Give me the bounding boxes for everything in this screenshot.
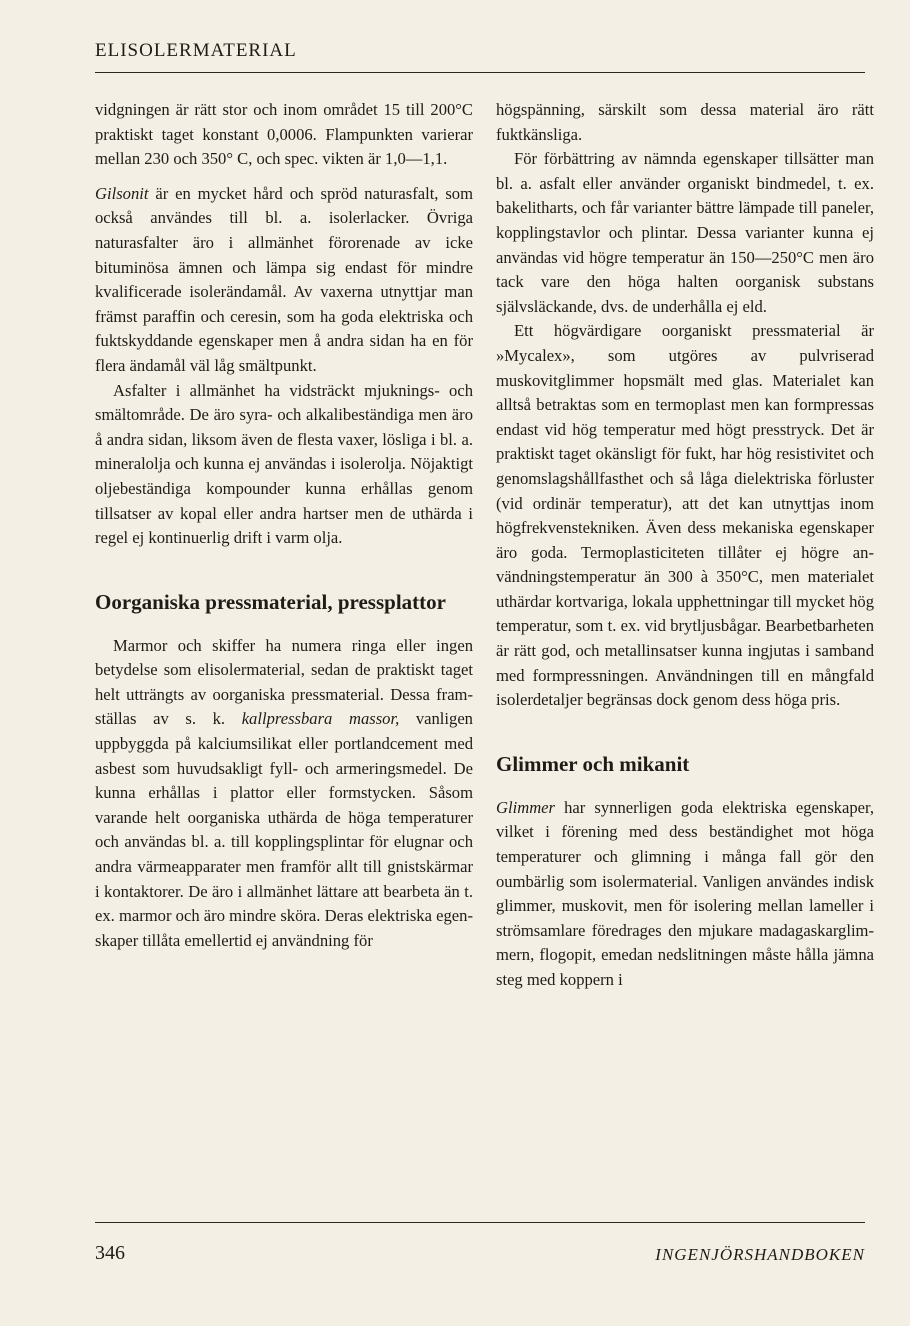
running-header: ELISOLERMATERIAL xyxy=(95,40,297,61)
section-heading: Oorganiska pressmaterial, pressplattor xyxy=(95,589,446,614)
paragraph: Glimmer har synnerligen goda elektriska egenskaper, vilket i förening med dess beständighet mot höga temperaturer och glimning i många fall gör den oumbärlig som isolermaterial. Vanligen användes indisk glimmer, muskovit, men för isolering mellan lameller i strömsamlare föredrages den mjukare madagaskarglimmern, flogopit, emedan nedslitningen måste hålla jämna steg med koppern i xyxy=(496,797,874,989)
paragraph: Marmor och skiffer ha numera ringa eller ingen betydelse som elisolermaterial, sedan de praktiskt taget helt utträngts av oorganiska pressmaterial. Dessa framställas av s. k. kallpressbara massor, vanligen uppbyggda på kalciumsilikat eller portlandcement med asbest som huvudsakligt fyll- och armeringsmedel. De kunna erhållas i plattor eller formstycken. Såsom varande helt oorganiska uthärda de höga temperaturer och användas bl. a. till kopplingsplintar för elugnar och andra värmeapparater men framför allt till gnistskärmar i kontaktorer. De äro i allmänhet lättare att bearbeta än t. ex. marmor och äro mindre sköra. Deras elektriska egenskaper tillåta emellertid ej användning för xyxy=(95,635,473,950)
paragraph: Gilsonit är en mycket hård och spröd naturasfalt, som också användes till bl. a. isolerlacker. Övriga naturasfalter äro i allmänhet förorenade av icke bituminösa ämnen och lämpa sig endast för mindre kvalificerade isolerändamål. Av vaxerna utnyttjar man främst paraffin och ceresin, som ha goda elektriska och fuktskyddande egenskaper men å andra sidan ha en för flera ändamål väl låg smältpunkt. xyxy=(95,183,473,375)
right-column xyxy=(496,98,874,993)
book-title: INGENJÖRSHANDBOKEN xyxy=(655,1245,865,1264)
term: kallpressbara massor, xyxy=(241,709,400,729)
paragraph: högspänning, särskilt som dessa material äro rätt fuktkänsliga. xyxy=(496,100,874,144)
left-column xyxy=(95,98,473,953)
page-number: 346 xyxy=(95,1242,125,1264)
paragraph: Ett högvärdigare oorganiskt pressmaterial är »Mycalex», som utgöres av pulvriserad muskovitglimmer hopsmält med glas. Materialet kan alltså betraktas som en termoplast men kan formpressas endast vid hög temperatur med högt presstryck. Det är praktiskt taget okänsligt för fukt, har hög resistivitet och genomslagshållfasthet och så låga dielektriska förluster (vid ordinär temperatur), att det kan utnyttjas inom högfrekvenstekniken. Även dess mekaniska egenskaper äro goda. Termoplasticiteten tillåter ej högre användningstemperatur än 300 à 350°C, men materialet uthärdar kortvariga, lokala upphettningar till mycket hög temperatur, som t. ex. vid brytljusbågar. Bearbetbarheten är rätt god, och metallinsatser kunna ingjutas i samband med formpressningen. Användningen till en mångfald isolerdetaljer begränsas dock genom dess höga pris. xyxy=(496,321,874,710)
paragraph: Asfalter i allmänhet ha vidsträckt mjuknings- och smältområde. De äro syra- och alkalibeständiga men äro å andra sidan, liksom även de flesta vaxer, lösliga i bl. a. mineralolja och kunna ej användas i isolerolja. Nöjaktigt oljebeständiga kompounder kunna erhållas genom tillsatser av kopal eller andra hartser men de uthärda i regel ej kontinuerlig drift i varm olja. xyxy=(95,380,473,548)
paragraph: vidgningen är rätt stor och inom området 15 till 200°C praktiskt taget konstant 0,0006. Flampunkten varierar mellan 230 och 350° C, och spec. vikten är 1,0—1,1. xyxy=(95,100,473,169)
term: Glimmer xyxy=(496,797,555,817)
footer-rule xyxy=(95,1222,865,1223)
paragraph: För förbättring av nämnda egenskaper tillsätter man bl. a. asfalt eller använder organiskt bindmedel, t. ex. bakelitharts, och får varianter bättre lämpade till paneler, kopplingstavlor och plintar. Dessa varianter kunna ej användas vid högre temperatur än 150—250°C men äro tack vare den höga halten oorganisk substans självsläckande, dvs. de underhålla ej eld. xyxy=(496,149,874,316)
header-rule xyxy=(95,72,865,73)
section-heading: Glimmer och mikanit xyxy=(496,751,690,776)
term: Gilsonit xyxy=(95,183,149,203)
